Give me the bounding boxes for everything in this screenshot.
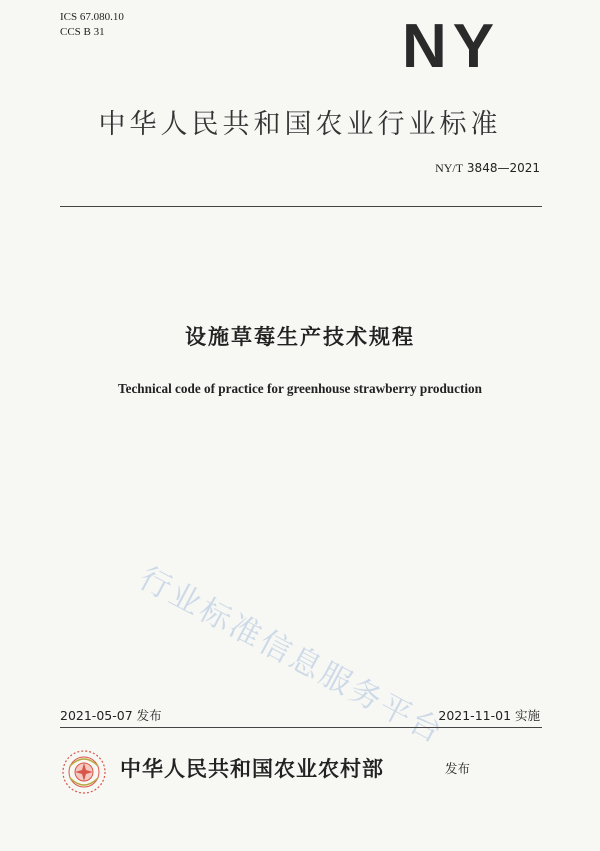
bottom-divider	[60, 727, 542, 728]
issue-label: 发布	[445, 761, 471, 776]
document-title-chinese: 设施草莓生产技术规程	[185, 325, 415, 349]
top-divider	[60, 206, 542, 207]
standard-number	[435, 160, 540, 176]
ministry-emblem-icon	[60, 748, 108, 796]
document-title-english: Technical code of practice for greenhouse strawberry production	[118, 381, 482, 396]
standard-number-prefix: NY/T	[435, 161, 464, 175]
implementation-date: 2021-11-01 实施	[438, 708, 540, 723]
ccs-code: CCS B 31	[60, 26, 105, 38]
ics-code: ICS 67.080.10	[60, 11, 124, 23]
issuing-authority: 中华人民共和国农业农村部	[120, 757, 384, 781]
standard-category-title: 中华人民共和国农业行业标准	[98, 109, 502, 140]
standard-number-value: 3848—2021	[466, 161, 540, 175]
watermark: 行业标准信息服务平台	[133, 560, 451, 752]
issue-date: 2021-05-07 发布	[60, 708, 162, 723]
standard-mark: NY	[402, 12, 501, 81]
